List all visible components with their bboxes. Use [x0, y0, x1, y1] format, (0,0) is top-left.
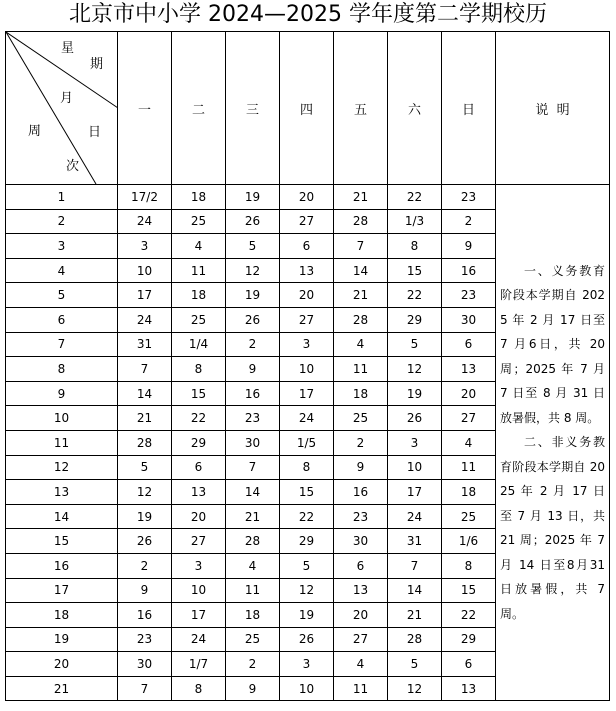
date-cell-sun: 18	[442, 480, 496, 505]
date-cell-wed: 7	[226, 455, 280, 480]
date-cell-sat: 22	[388, 185, 442, 210]
date-cell-sun: 27	[442, 406, 496, 431]
date-cell-wed: 26	[226, 307, 280, 332]
date-cell-fri: 11	[334, 676, 388, 701]
date-cell-fri: 16	[334, 480, 388, 505]
weekday-header-sat: 六	[388, 32, 442, 185]
date-cell-mon: 19	[118, 504, 172, 529]
date-cell-fri: 2	[334, 430, 388, 455]
week-number-cell: 14	[6, 504, 118, 529]
date-cell-fri: 28	[334, 307, 388, 332]
date-cell-thu: 5	[280, 553, 334, 578]
date-cell-wed: 9	[226, 676, 280, 701]
date-cell-fri: 28	[334, 209, 388, 234]
date-cell-sun: 16	[442, 258, 496, 283]
date-cell-wed: 19	[226, 283, 280, 308]
corner-label-qi: 期	[90, 57, 104, 72]
date-cell-mon: 28	[118, 430, 172, 455]
date-cell-sun: 6	[442, 332, 496, 357]
date-cell-sun: 20	[442, 381, 496, 406]
date-cell-fri: 27	[334, 627, 388, 652]
date-cell-sat: 19	[388, 381, 442, 406]
corner-label-yue: 月	[60, 91, 74, 106]
week-number-cell: 13	[6, 480, 118, 505]
date-cell-tue: 1/7	[172, 652, 226, 677]
date-cell-wed: 11	[226, 578, 280, 603]
date-cell-mon: 21	[118, 406, 172, 431]
week-number-cell: 19	[6, 627, 118, 652]
date-cell-sun: 15	[442, 578, 496, 603]
corner-header	[6, 32, 118, 185]
date-cell-sat: 29	[388, 307, 442, 332]
date-cell-wed: 5	[226, 234, 280, 259]
note-paragraph: 一、义务教育阶段本学期自 2025 年 2 月 17 日至 7 月6日，共 20 周；2025 年 7 月 7 日至 8 月 31 日放暑假，共 8 周。	[500, 263, 605, 425]
date-cell-sun: 22	[442, 603, 496, 628]
date-cell-fri: 25	[334, 406, 388, 431]
date-cell-fri: 30	[334, 529, 388, 554]
date-cell-fri: 23	[334, 504, 388, 529]
date-cell-mon: 31	[118, 332, 172, 357]
date-cell-wed: 26	[226, 209, 280, 234]
date-cell-wed: 12	[226, 258, 280, 283]
week-number-cell: 5	[6, 283, 118, 308]
date-cell-tue: 24	[172, 627, 226, 652]
date-cell-fri: 18	[334, 381, 388, 406]
corner-label-zhou: 周	[28, 124, 42, 139]
date-cell-sun: 11	[442, 455, 496, 480]
date-cell-tue: 27	[172, 529, 226, 554]
date-cell-mon: 16	[118, 603, 172, 628]
corner-label-ci: 次	[66, 159, 80, 174]
date-cell-thu: 10	[280, 676, 334, 701]
notes-header: 说 明	[496, 32, 610, 185]
week-number-cell: 10	[6, 406, 118, 431]
date-cell-sun: 25	[442, 504, 496, 529]
date-cell-thu: 20	[280, 185, 334, 210]
date-cell-mon: 10	[118, 258, 172, 283]
date-cell-wed: 19	[226, 185, 280, 210]
weekday-header-thu: 四	[280, 32, 334, 185]
date-cell-sat: 31	[388, 529, 442, 554]
date-cell-sat: 24	[388, 504, 442, 529]
date-cell-thu: 12	[280, 578, 334, 603]
calendar-table	[5, 31, 610, 701]
date-cell-mon: 24	[118, 307, 172, 332]
note-paragraph: 二、非义务教育阶段本学期自 2025 年 2 月 17 日至 7 月 13 日，共 21 周；2025 年 7 月 14 日至8月31日放暑假，共 7 周。	[500, 435, 605, 621]
date-cell-fri: 14	[334, 258, 388, 283]
date-cell-sun: 4	[442, 430, 496, 455]
date-cell-mon: 17	[118, 283, 172, 308]
date-cell-tue: 15	[172, 381, 226, 406]
date-cell-sun: 6	[442, 652, 496, 677]
date-cell-tue: 4	[172, 234, 226, 259]
week-number-cell: 7	[6, 332, 118, 357]
date-cell-sat: 5	[388, 332, 442, 357]
week-number-cell: 18	[6, 603, 118, 628]
date-cell-sat: 1/3	[388, 209, 442, 234]
date-cell-mon: 7	[118, 676, 172, 701]
date-cell-wed: 18	[226, 603, 280, 628]
weekday-header-fri: 五	[334, 32, 388, 185]
date-cell-tue: 6	[172, 455, 226, 480]
week-number-cell: 12	[6, 455, 118, 480]
date-cell-tue: 18	[172, 283, 226, 308]
date-cell-sat: 8	[388, 234, 442, 259]
date-cell-wed: 2	[226, 332, 280, 357]
week-number-cell: 15	[6, 529, 118, 554]
date-cell-sat: 22	[388, 283, 442, 308]
weekday-header-wed: 三	[226, 32, 280, 185]
date-cell-fri: 4	[334, 652, 388, 677]
date-cell-sat: 10	[388, 455, 442, 480]
date-cell-fri: 6	[334, 553, 388, 578]
date-cell-sun: 23	[442, 283, 496, 308]
date-cell-sat: 12	[388, 357, 442, 382]
date-cell-mon: 26	[118, 529, 172, 554]
date-cell-thu: 6	[280, 234, 334, 259]
date-cell-thu: 13	[280, 258, 334, 283]
date-cell-fri: 21	[334, 283, 388, 308]
date-cell-thu: 20	[280, 283, 334, 308]
date-cell-mon: 24	[118, 209, 172, 234]
date-cell-fri: 13	[334, 578, 388, 603]
date-cell-wed: 21	[226, 504, 280, 529]
week-number-cell: 3	[6, 234, 118, 259]
date-cell-thu: 24	[280, 406, 334, 431]
date-cell-mon: 14	[118, 381, 172, 406]
date-cell-tue: 13	[172, 480, 226, 505]
date-cell-thu: 19	[280, 603, 334, 628]
date-cell-sun: 30	[442, 307, 496, 332]
date-cell-tue: 11	[172, 258, 226, 283]
date-cell-fri: 20	[334, 603, 388, 628]
date-cell-wed: 4	[226, 553, 280, 578]
date-cell-fri: 9	[334, 455, 388, 480]
date-cell-sat: 26	[388, 406, 442, 431]
week-number-cell: 9	[6, 381, 118, 406]
date-cell-sat: 5	[388, 652, 442, 677]
date-cell-sun: 2	[442, 209, 496, 234]
page-title: 北京市中小学 2024—2025 学年度第二学期校历	[69, 2, 547, 27]
date-cell-sun: 9	[442, 234, 496, 259]
date-cell-fri: 21	[334, 185, 388, 210]
date-cell-tue: 8	[172, 676, 226, 701]
date-cell-mon: 23	[118, 627, 172, 652]
date-cell-wed: 25	[226, 627, 280, 652]
date-cell-thu: 1/5	[280, 430, 334, 455]
date-cell-mon: 30	[118, 652, 172, 677]
date-cell-wed: 9	[226, 357, 280, 382]
week-number-cell: 16	[6, 553, 118, 578]
date-cell-tue: 1/4	[172, 332, 226, 357]
date-cell-wed: 14	[226, 480, 280, 505]
date-cell-thu: 22	[280, 504, 334, 529]
date-cell-tue: 22	[172, 406, 226, 431]
table-row	[6, 185, 610, 210]
date-cell-fri: 7	[334, 234, 388, 259]
date-cell-thu: 3	[280, 652, 334, 677]
date-cell-wed: 28	[226, 529, 280, 554]
date-cell-tue: 3	[172, 553, 226, 578]
date-cell-sat: 15	[388, 258, 442, 283]
date-cell-sat: 21	[388, 603, 442, 628]
week-number-cell: 1	[6, 185, 118, 210]
week-number-cell: 8	[6, 357, 118, 382]
weekday-header-mon: 一	[118, 32, 172, 185]
date-cell-sun: 13	[442, 357, 496, 382]
date-cell-sat: 3	[388, 430, 442, 455]
date-cell-thu: 27	[280, 307, 334, 332]
date-cell-sat: 12	[388, 676, 442, 701]
weekday-header-tue: 二	[172, 32, 226, 185]
corner-label-xing: 星	[61, 41, 75, 56]
date-cell-sun: 8	[442, 553, 496, 578]
date-cell-mon: 17/2	[118, 185, 172, 210]
week-number-cell: 4	[6, 258, 118, 283]
date-cell-wed: 2	[226, 652, 280, 677]
week-number-cell: 17	[6, 578, 118, 603]
week-number-cell: 20	[6, 652, 118, 677]
date-cell-mon: 12	[118, 480, 172, 505]
date-cell-fri: 11	[334, 357, 388, 382]
date-cell-sun: 23	[442, 185, 496, 210]
date-cell-tue: 25	[172, 209, 226, 234]
date-cell-mon: 5	[118, 455, 172, 480]
weekday-header-sun: 日	[442, 32, 496, 185]
date-cell-mon: 2	[118, 553, 172, 578]
date-cell-thu: 26	[280, 627, 334, 652]
notes-cell	[496, 185, 610, 701]
date-cell-sun: 1/6	[442, 529, 496, 554]
date-cell-tue: 20	[172, 504, 226, 529]
date-cell-sat: 7	[388, 553, 442, 578]
date-cell-mon: 9	[118, 578, 172, 603]
week-number-cell: 21	[6, 676, 118, 701]
date-cell-wed: 30	[226, 430, 280, 455]
date-cell-tue: 8	[172, 357, 226, 382]
date-cell-tue: 29	[172, 430, 226, 455]
header-row	[6, 32, 610, 185]
corner-label-ri: 日	[88, 125, 102, 140]
date-cell-tue: 10	[172, 578, 226, 603]
date-cell-thu: 17	[280, 381, 334, 406]
week-number-cell: 2	[6, 209, 118, 234]
date-cell-fri: 4	[334, 332, 388, 357]
date-cell-tue: 25	[172, 307, 226, 332]
date-cell-thu: 8	[280, 455, 334, 480]
date-cell-mon: 3	[118, 234, 172, 259]
date-cell-tue: 17	[172, 603, 226, 628]
date-cell-sat: 14	[388, 578, 442, 603]
date-cell-thu: 10	[280, 357, 334, 382]
week-number-cell: 6	[6, 307, 118, 332]
date-cell-wed: 16	[226, 381, 280, 406]
date-cell-sat: 17	[388, 480, 442, 505]
date-cell-thu: 27	[280, 209, 334, 234]
date-cell-thu: 15	[280, 480, 334, 505]
week-number-cell: 11	[6, 430, 118, 455]
date-cell-sun: 29	[442, 627, 496, 652]
date-cell-thu: 3	[280, 332, 334, 357]
date-cell-wed: 23	[226, 406, 280, 431]
date-cell-tue: 18	[172, 185, 226, 210]
date-cell-thu: 29	[280, 529, 334, 554]
date-cell-sat: 28	[388, 627, 442, 652]
date-cell-sun: 13	[442, 676, 496, 701]
date-cell-mon: 7	[118, 357, 172, 382]
